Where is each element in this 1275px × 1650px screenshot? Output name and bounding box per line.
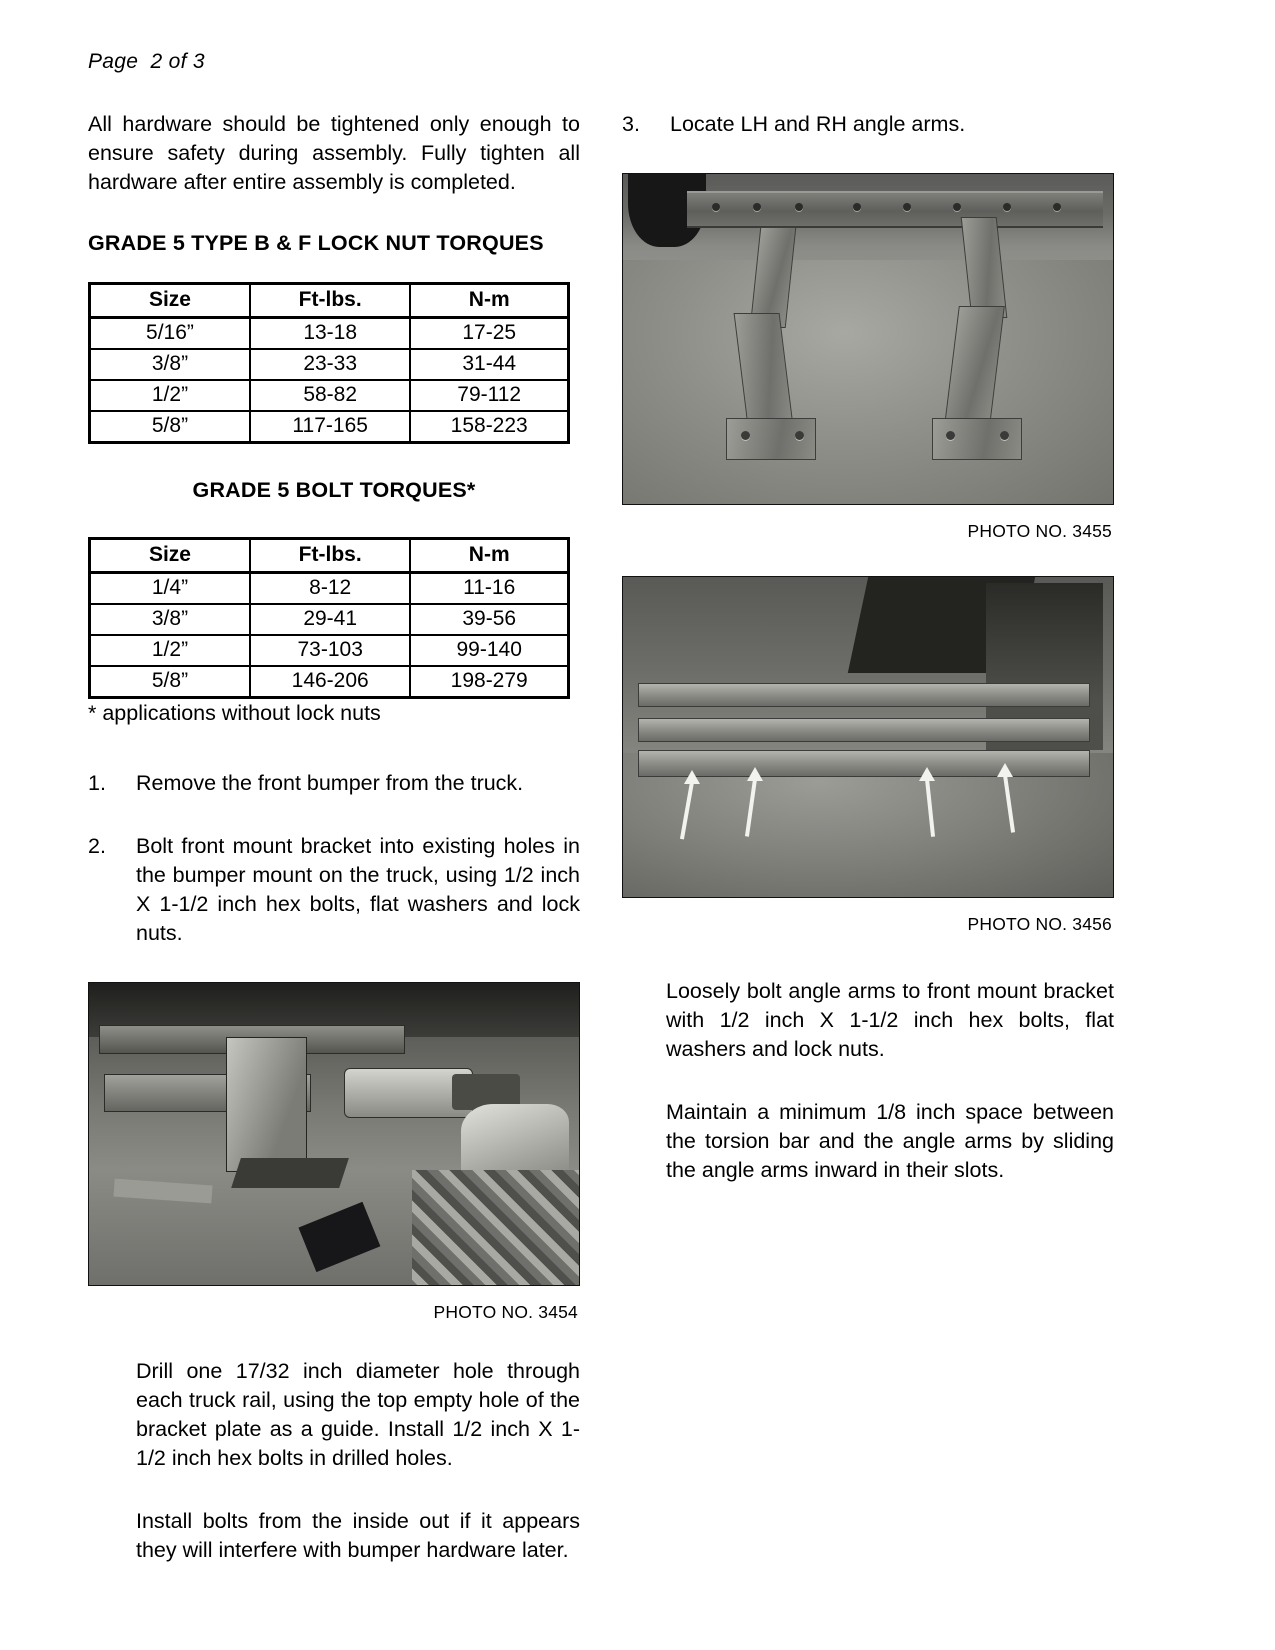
table1-cell-size: 5/16” bbox=[90, 318, 250, 350]
table2-header-size: Size bbox=[90, 539, 250, 573]
table1-cell-nm: 31-44 bbox=[410, 349, 568, 380]
photo-3455-rail bbox=[687, 191, 1104, 228]
table-header-row bbox=[90, 284, 569, 318]
loosely-bolt-paragraph: Loosely bolt angle arms to front mount bracket with 1/2 inch X 1-1/2 inch hex bolts, flat washers and lock nuts. bbox=[666, 979, 1114, 1061]
table2-cell-nm: 11-16 bbox=[410, 573, 568, 605]
table2-cell-ftlbs: 146-206 bbox=[250, 666, 410, 698]
photo-3454 bbox=[88, 982, 580, 1286]
step-1-text: Remove the front bumper from the truck. bbox=[136, 771, 524, 795]
table1-cell-nm: 17-25 bbox=[410, 318, 568, 350]
table2-footnote: * applications without lock nuts bbox=[88, 701, 381, 725]
table1-cell-size: 1/2” bbox=[90, 380, 250, 411]
table2-cell-size: 5/8” bbox=[90, 666, 250, 698]
maintain-space-paragraph: Maintain a minimum 1/8 inch space between the torsion bar and the angle arms by sliding the angle arms inward in their slots. bbox=[666, 1100, 1114, 1182]
maintain-paragraph-block bbox=[666, 1098, 1114, 1185]
table1-cell-ftlbs: 23-33 bbox=[250, 349, 410, 380]
table1-header-nm: N-m bbox=[410, 284, 568, 318]
photo-3455-floor bbox=[623, 260, 1113, 504]
table-row bbox=[90, 573, 569, 605]
photo-3456 bbox=[622, 576, 1114, 898]
table1-cell-nm: 158-223 bbox=[410, 411, 568, 443]
photo-3456-beam-middle bbox=[638, 718, 1091, 742]
table2-cell-size: 1/4” bbox=[90, 573, 250, 605]
table2-cell-nm: 198-279 bbox=[410, 666, 568, 698]
intro-paragraph: All hardware should be tightened only enough to ensure safety during assembly. Fully tighten all hardware after entire assembly is completed. bbox=[88, 112, 580, 194]
step-3-text: Locate LH and RH angle arms. bbox=[670, 112, 966, 136]
table1-cell-ftlbs: 117-165 bbox=[250, 411, 410, 443]
table-row bbox=[90, 349, 569, 380]
table-row bbox=[90, 635, 569, 666]
table1-header-size: Size bbox=[90, 284, 250, 318]
table2-title: GRADE 5 BOLT TORQUES* bbox=[192, 478, 476, 502]
photo-3456-beam-lower bbox=[638, 750, 1091, 778]
table2-cell-ftlbs: 29-41 bbox=[250, 604, 410, 635]
table-row bbox=[90, 604, 569, 635]
table1-cell-size: 5/8” bbox=[90, 411, 250, 443]
drill-paragraph-block bbox=[136, 1357, 580, 1473]
step-3 bbox=[622, 110, 1114, 139]
photo-3456-content bbox=[623, 577, 1113, 897]
table1-header-ftlbs: Ft-lbs. bbox=[250, 284, 410, 318]
photo-3454-caption: PHOTO NO. 3454 bbox=[433, 1302, 578, 1322]
step-2-text: Bolt front mount bracket into existing holes in the bumper mount on the truck, using 1/2 inch X 1-1/2 inch hex bolts, flat washers and lock nuts. bbox=[136, 834, 580, 945]
photo-3455-content bbox=[623, 174, 1113, 504]
table2-header-ftlbs: Ft-lbs. bbox=[250, 539, 410, 573]
right-column bbox=[622, 110, 1114, 1185]
loosely-paragraph-block bbox=[666, 977, 1114, 1064]
table2-cell-size: 1/2” bbox=[90, 635, 250, 666]
photo-3455 bbox=[622, 173, 1114, 505]
table1-title: GRADE 5 TYPE B & F LOCK NUT TORQUES bbox=[88, 231, 544, 255]
step-1-number: 1. bbox=[88, 771, 106, 795]
page-header: Page 2 of 3 bbox=[88, 50, 205, 73]
table-row bbox=[90, 318, 569, 350]
step-2 bbox=[88, 832, 580, 948]
table2-cell-nm: 39-56 bbox=[410, 604, 568, 635]
table2-header-nm: N-m bbox=[410, 539, 568, 573]
photo-3455-arm-left-foot bbox=[726, 418, 816, 460]
table1-cell-size: 3/8” bbox=[90, 349, 250, 380]
drill-paragraph: Drill one 17/32 inch diameter hole through each truck rail, using the top empty hole of the bracket plate as a guide. Install 1/2 inch X 1-1/2 inch hex bolts in drilled holes. bbox=[136, 1359, 580, 1470]
step-1 bbox=[88, 769, 580, 798]
table-row bbox=[90, 411, 569, 443]
table1-cell-nm: 79-112 bbox=[410, 380, 568, 411]
photo-3454-content bbox=[89, 983, 579, 1285]
left-column bbox=[88, 110, 580, 1565]
step-2-number: 2. bbox=[88, 834, 106, 858]
lock-nut-torque-table bbox=[88, 282, 570, 444]
photo-3455-caption: PHOTO NO. 3455 bbox=[967, 521, 1112, 541]
table2-cell-ftlbs: 8-12 bbox=[250, 573, 410, 605]
table1-cell-ftlbs: 58-82 bbox=[250, 380, 410, 411]
photo-3455-arm-right-foot bbox=[932, 418, 1022, 460]
table-row bbox=[90, 380, 569, 411]
table2-cell-ftlbs: 73-103 bbox=[250, 635, 410, 666]
table-header-row bbox=[90, 539, 569, 573]
photo-3456-caption: PHOTO NO. 3456 bbox=[967, 914, 1112, 934]
table1-cell-ftlbs: 13-18 bbox=[250, 318, 410, 350]
photo-3456-beam-upper bbox=[638, 683, 1091, 707]
install-paragraph-block bbox=[136, 1507, 580, 1565]
table2-cell-size: 3/8” bbox=[90, 604, 250, 635]
bolt-torque-table bbox=[88, 537, 570, 699]
table2-cell-nm: 99-140 bbox=[410, 635, 568, 666]
table-row bbox=[90, 666, 569, 698]
step-3-number: 3. bbox=[622, 112, 640, 136]
install-paragraph: Install bolts from the inside out if it appears they will interfere with bumper hardware later. bbox=[136, 1509, 580, 1562]
